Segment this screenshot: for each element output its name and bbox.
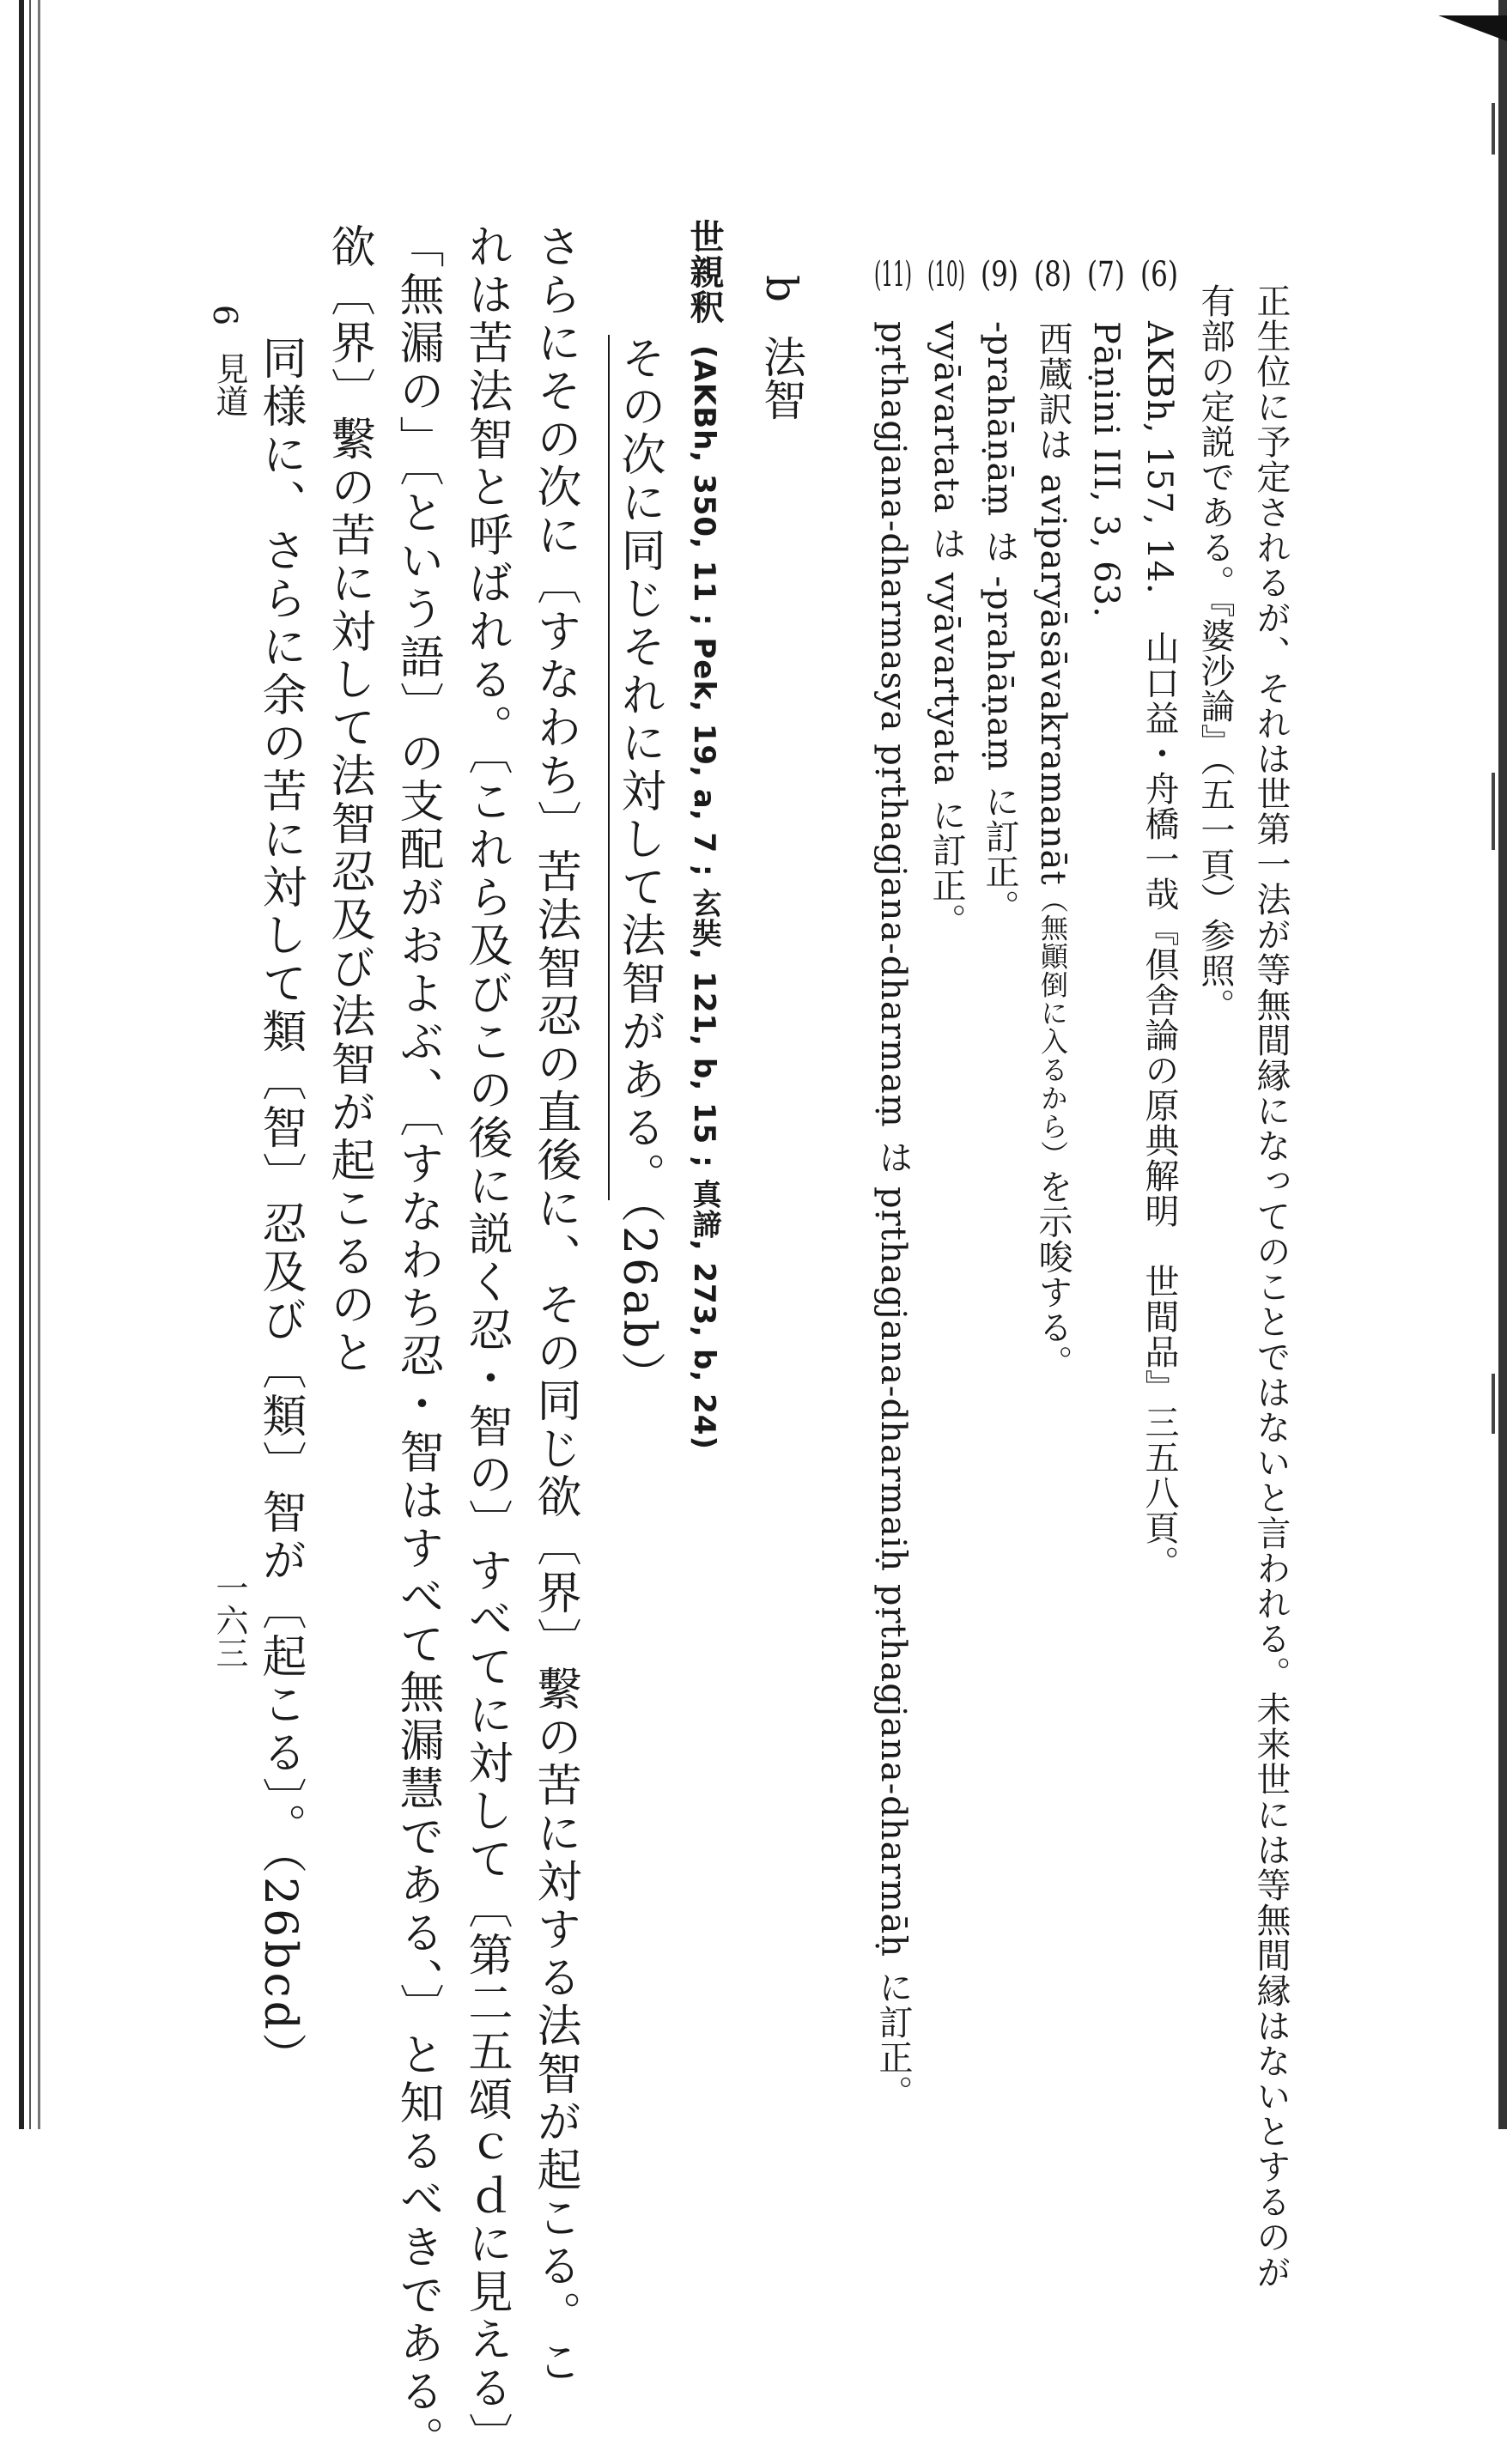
- footnote-10: [927, 258, 966, 938]
- scan-corner-mark: [1438, 15, 1507, 41]
- footnote-continuation-line: 有部の定説である。『婆沙論』（五一頁）参照。: [1195, 283, 1235, 1023]
- scan-binding-line: [38, 0, 40, 2129]
- footnote-number: (6): [1140, 258, 1178, 292]
- scan-binding-line: [29, 0, 31, 2129]
- footnote-8: [1033, 258, 1073, 1381]
- section-title: 法智: [757, 335, 806, 421]
- verse-reference: （26ab）: [613, 1200, 665, 1400]
- footnote-6: [1139, 258, 1179, 1581]
- chapter-title: 見道: [210, 352, 248, 417]
- footnote-7: [1086, 258, 1126, 618]
- commentary-line: 「無漏の」〔という語〕の支配がおよぶ、〔すなわち忍・智はすべて無漏慧である、〕と知るべきである。: [392, 223, 443, 2464]
- footnote-number: (9): [981, 258, 1018, 292]
- footnote-text: を示唆する。: [1033, 1168, 1073, 1381]
- footnote-gloss: （無顚倒に入るから）: [1036, 885, 1069, 1169]
- footnote-9: [982, 258, 1017, 925]
- source-label: 世親釈: [684, 219, 724, 325]
- verse-text: その次に同じそれに対して法智がある。: [608, 335, 665, 1200]
- scan-speck: [1492, 1374, 1495, 1434]
- scan-speck: [1492, 103, 1495, 155]
- scan-edge-shadow: [1498, 0, 1507, 2129]
- footnote-11: [873, 258, 913, 2110]
- scan-speck: [1492, 773, 1495, 850]
- footnote-text: vyāvartata は vyāvartyata に訂正。: [927, 321, 966, 938]
- scan-binding-shadow: [19, 0, 24, 2129]
- chapter-number: 6: [206, 305, 244, 326]
- footnote-text: AKBh, 157, 14. 山口益・舟橋一哉『倶舎論の原典解明 世間品』三五八頁。: [1139, 321, 1179, 1581]
- page-number: 一六三: [210, 1571, 248, 1669]
- footnote-number: (7): [1087, 258, 1125, 292]
- commentary-line: 同様に、さらに余の苦に対して類〔智〕忍及び〔類〕智が〔起こる〕。（26bcd）: [254, 335, 306, 2081]
- footnote-text: 西蔵訳は aviparyāsāvakramanāt: [1033, 321, 1073, 886]
- verse: [613, 335, 665, 1400]
- footnote-text: Pāṇini III, 3, 63.: [1086, 321, 1126, 618]
- commentary-line: さらにその次に〔すなわち〕苦法智忍の直後に、その同じ欲〔界〕繫の苦に対する法智が起こる。こ: [529, 223, 580, 2387]
- footnote-number: (11): [874, 258, 912, 292]
- source-citation: [684, 219, 724, 1450]
- commentary-line: れは苦法智と呼ばれる。〔これら及びこの後に説く忍・智の〕すべてに対して〔第二五頌ｃｄに見える〕: [460, 223, 512, 2461]
- footnote-continuation-line: 正生位に予定されるが、それは世第一法が等無間縁になってのことではないと言われる。未来世には等無間縁はないとするのが: [1251, 283, 1291, 2290]
- footnote-number: (10): [927, 258, 965, 292]
- footnote-number: (8): [1034, 258, 1072, 292]
- footnote-text: pṛthagjana-dharmasya pṛthagjana-dharmaṃ は pṛthagjana-dharmaiḥ pṛthagjana-dharmāḥ に訂正。: [873, 321, 913, 2110]
- commentary-line: 欲〔界〕繫の苦に対して法智忍及び法智が起こるのと: [323, 223, 374, 1377]
- footnote-text: -prahāṇāṃ は -prahāṇaṃ に訂正。: [980, 321, 1019, 925]
- source-reference: (AKBh, 350, 11 ; Pek, 19, a, 7 ; 玄奘, 121, b, 15 ; 真諦, 273, b, 24): [687, 345, 721, 1450]
- section-letter: b: [757, 275, 806, 303]
